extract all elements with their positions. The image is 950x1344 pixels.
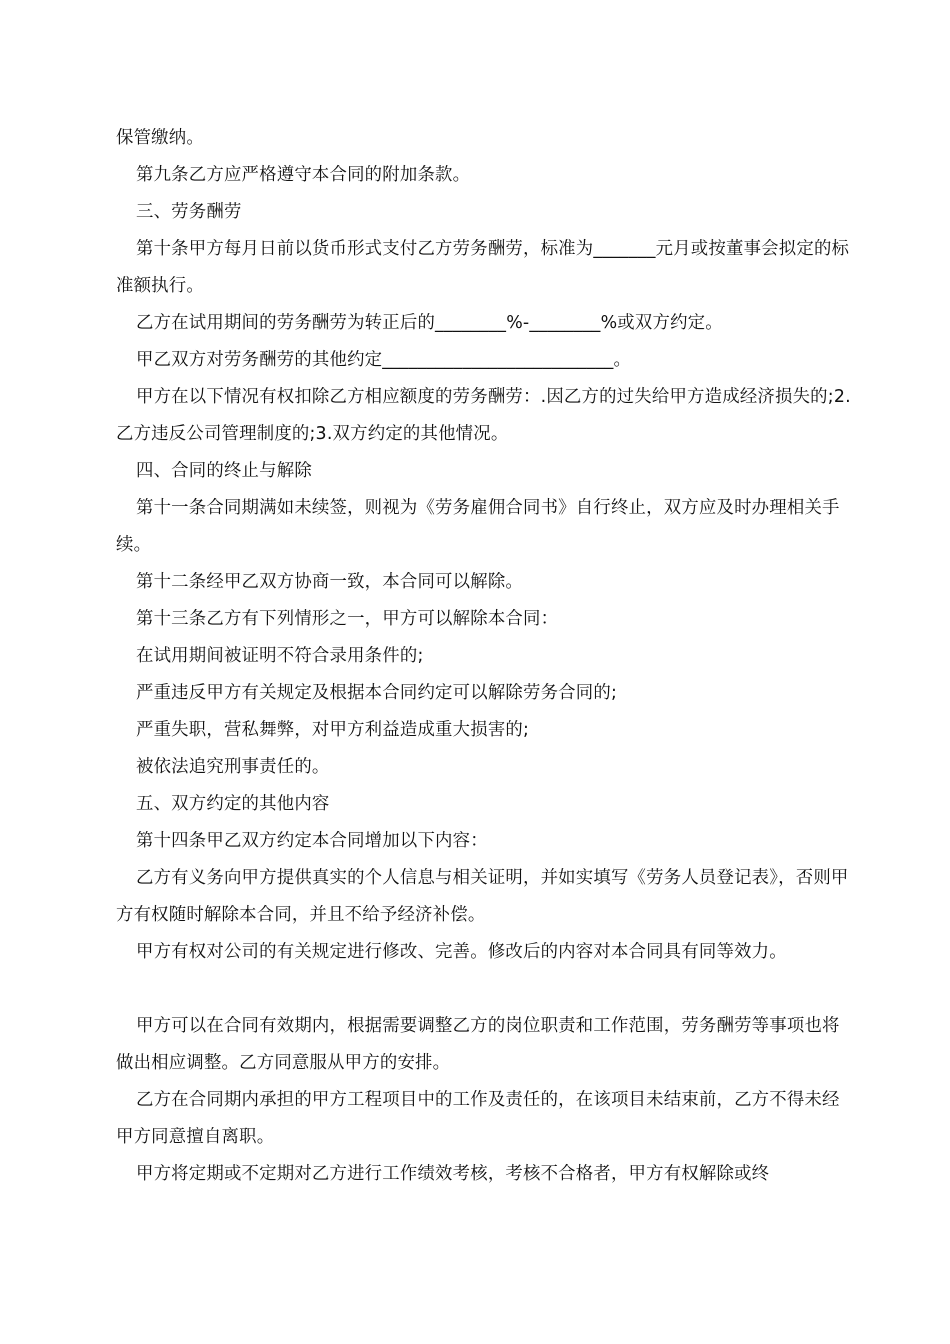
section-heading-remuneration: 三、劳务酬劳 (136, 202, 242, 222)
section-heading-termination: 四、合同的终止与解除 (136, 461, 312, 481)
article-11: 第十一条合同期满如未续签，则视为《劳务雇佣合同书》自行终止，双方应及时办理相关手续。 (116, 498, 840, 555)
paragraph-continuation: 保管缴纳。 (116, 128, 204, 148)
termination-item-2: 严重违反甲方有关规定及根据本合同约定可以解除劳务合同的; (136, 683, 618, 703)
article-14: 第十四条甲乙双方约定本合同增加以下内容： (136, 831, 488, 851)
article-13: 第十三条乙方有下列情形之一，甲方可以解除本合同： (136, 609, 559, 629)
probation-pay-clause: 乙方在试用期间的劳务酬劳为转正后的________%-________%或双方约定。 (136, 313, 723, 333)
document-body (116, 120, 856, 1193)
termination-item-4: 被依法追究刑事责任的。 (136, 757, 330, 777)
other-pay-agreement: 甲乙双方对劳务酬劳的其他约定__________________________。 (136, 350, 632, 370)
article-10: 第十条甲方每月日前以货币形式支付乙方劳务酬劳，标准为_______元月或按董事会拟定的标准额执行。 (116, 239, 850, 296)
article-12: 第十二条经甲乙双方协商一致，本合同可以解除。 (136, 572, 523, 592)
termination-item-1: 在试用期间被证明不符合录用条件的; (136, 646, 424, 666)
section-heading-other-terms: 五、双方约定的其他内容 (136, 794, 330, 814)
info-accuracy-clause: 乙方有义务向甲方提供真实的个人信息与相关证明，并如实填写《劳务人员登记表》，否则甲方有权随时解除本合同，并且不给予经济补偿。 (116, 868, 849, 925)
article-9: 第九条乙方应严格遵守本合同的附加条款。 (136, 165, 471, 185)
pay-deduction-clause: 甲方在以下情况有权扣除乙方相应额度的劳务酬劳：.因乙方的过失给甲方造成经济损失的;2.乙方违反公司管理制度的;3.双方约定的其他情况。 (116, 387, 851, 444)
job-adjustment-clause: 甲方可以在合同有效期内，根据需要调整乙方的岗位职责和工作范围，劳务酬劳等事项也将做出相应调整。乙方同意服从甲方的安排。 (116, 1016, 840, 1073)
project-resignation-clause: 乙方在合同期内承担的甲方工程项目中的工作及责任的，在该项目未结束前，乙方不得未经甲方同意擅自离职。 (116, 1090, 840, 1147)
paragraph-gap (116, 971, 856, 1008)
performance-review-clause: 甲方将定期或不定期对乙方进行工作绩效考核，考核不合格者，甲方有权解除或终 (136, 1164, 770, 1184)
termination-item-3: 严重失职，营私舞弊，对甲方利益造成重大损害的; (136, 720, 530, 740)
rule-modification-clause: 甲方有权对公司的有关规定进行修改、完善。修改后的内容对本合同具有同等效力。 (136, 942, 787, 962)
